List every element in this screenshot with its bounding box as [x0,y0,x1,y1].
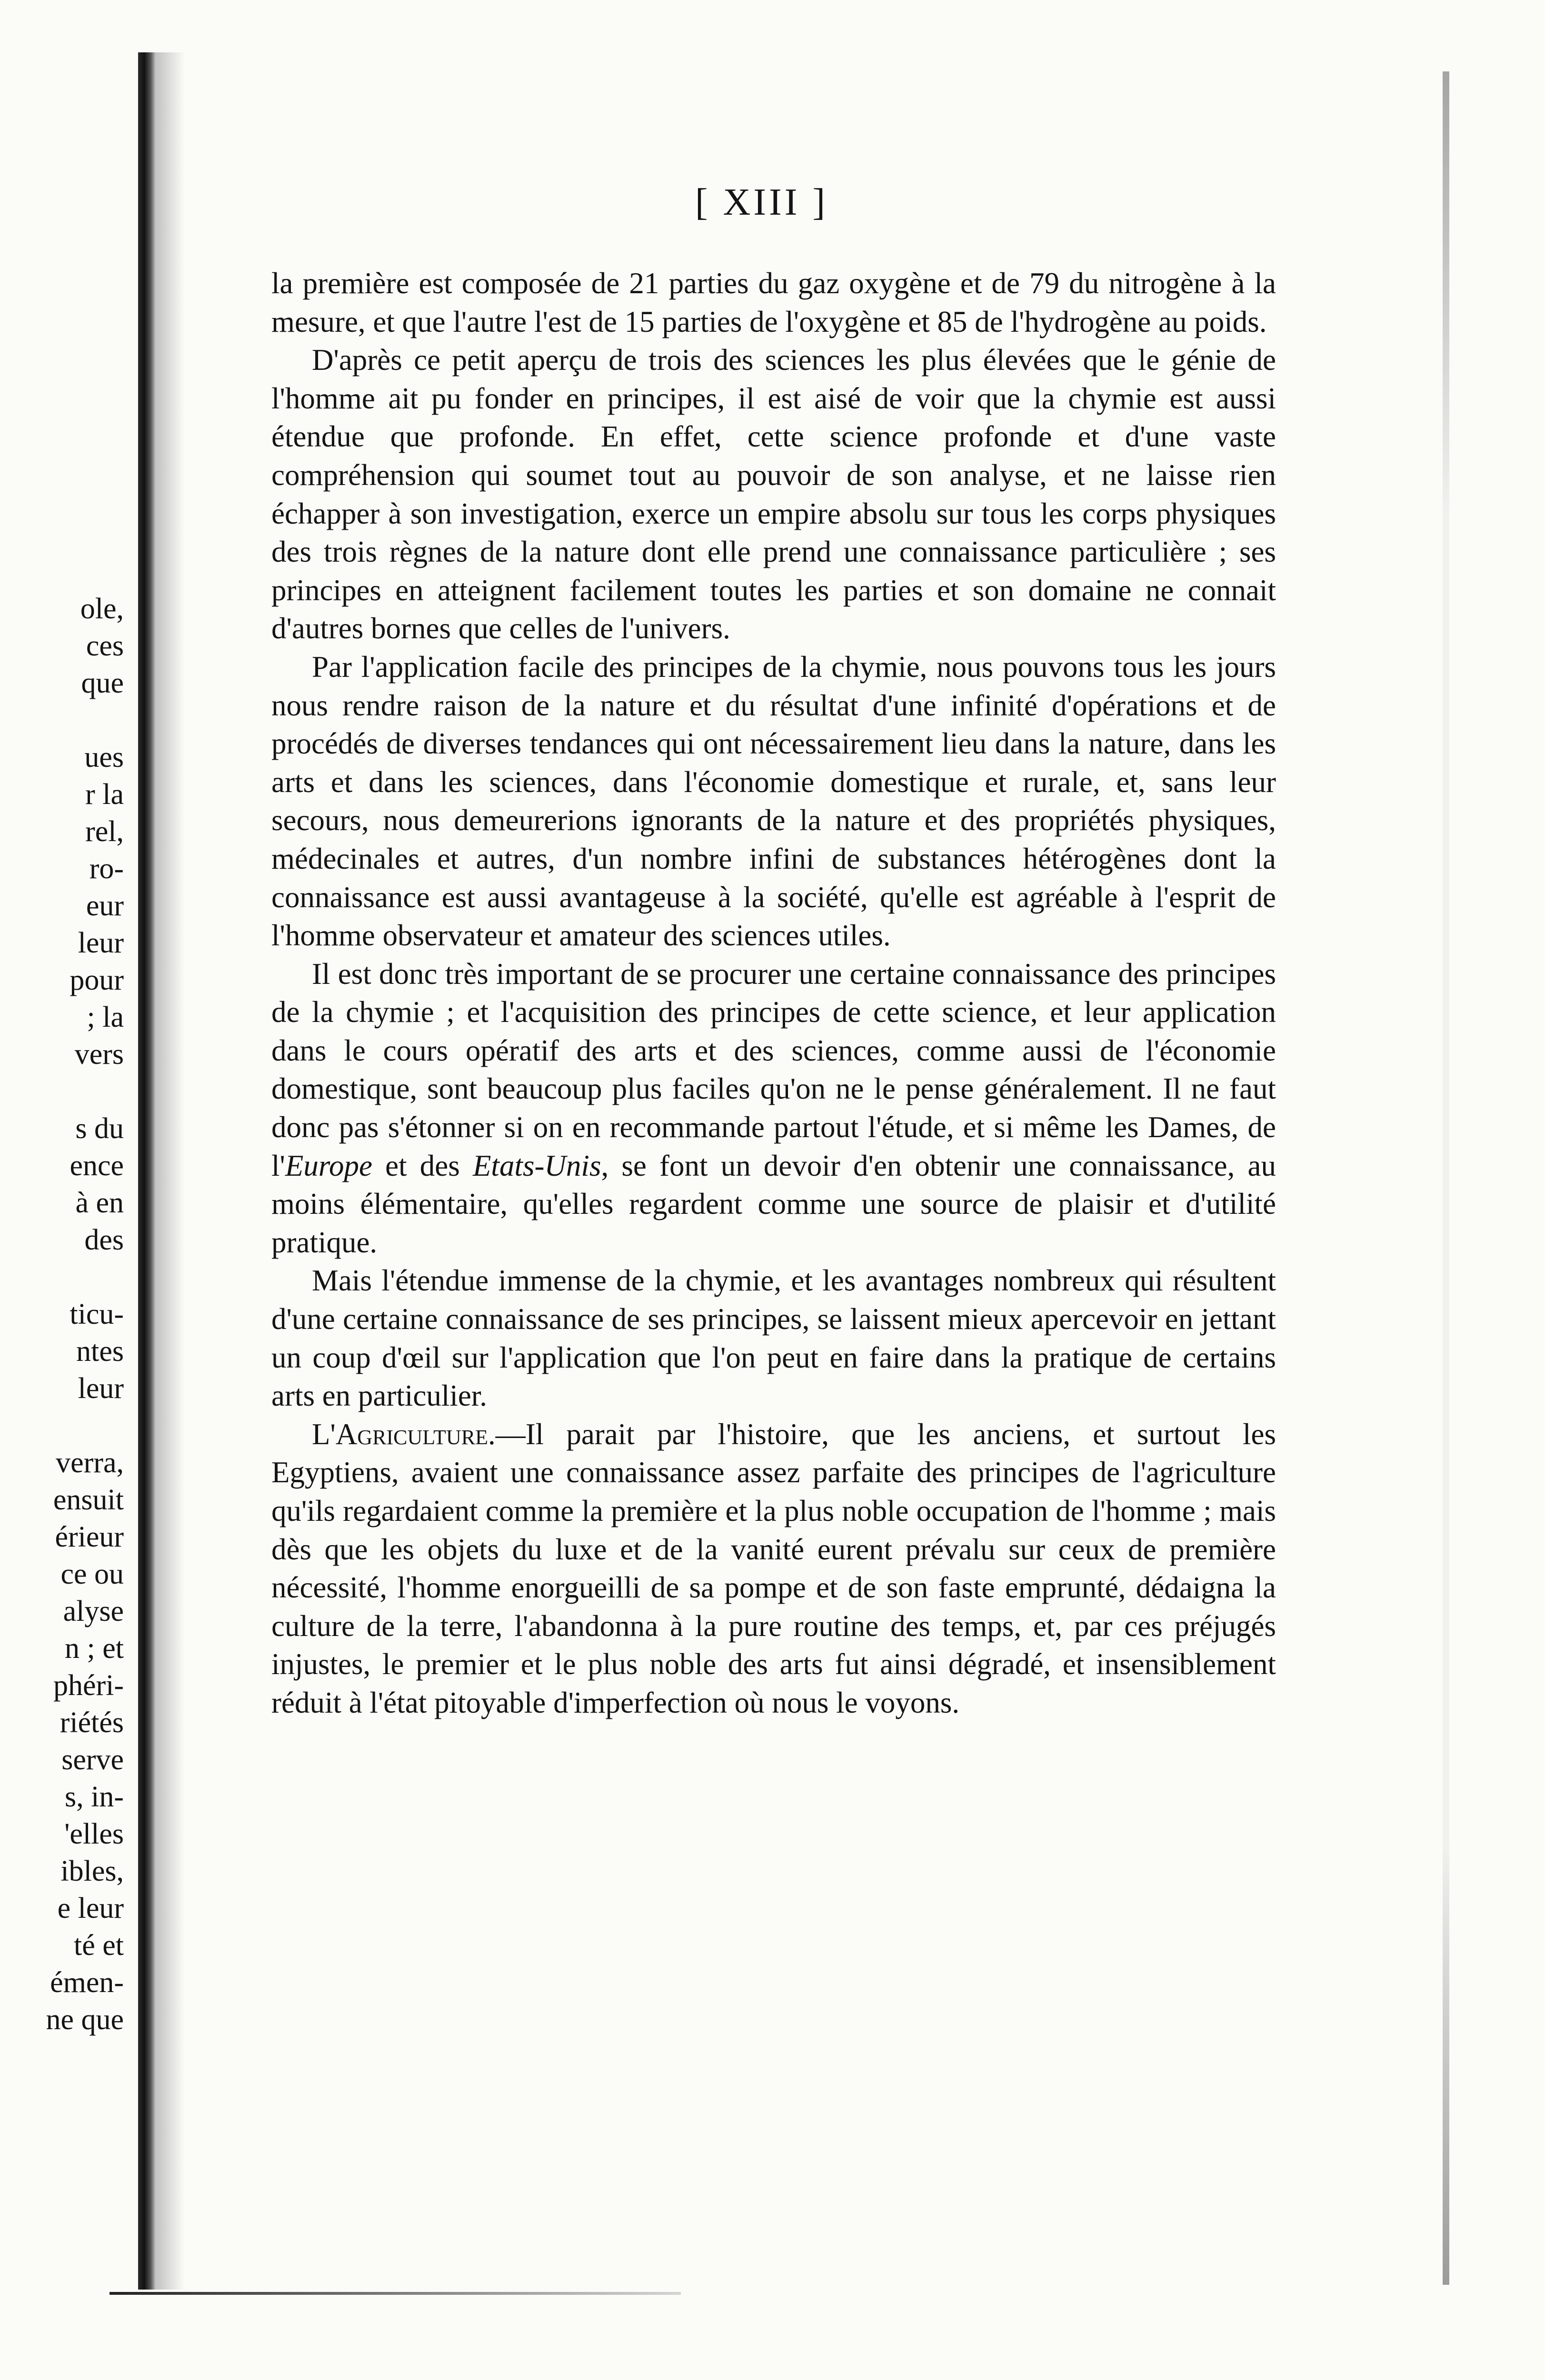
bleed-line: e leur [57,1892,124,1924]
paragraph-3: Par l'application facile des principes de la chymie, nous pouvons tous les jours nous rendre raison de la nature et du résultat d'une infinité d'opérations et de procédés de diverses tendances qui ont nécessairement lieu dans la nature, dans les arts et dans les sciences, dans l'économie domestique et rurale, et, sans leur secours, nous demeurerions ignorants de la nature et des propriétés physiques, médecinales et autres, d'un nombre infini de substances hétérogènes dont la connaissance est aussi avantageuse à la société, qu'elle est agréable à l'esprit de l'homme observateur et amateur des sciences utiles. [271,650,1276,952]
paragraph-4 [271,955,1276,1262]
bleed-line: que [81,667,124,699]
bleed-line: phéri- [53,1669,124,1702]
bleed-line: leur [78,1372,124,1405]
etats-unis-italic: Etats-Unis [472,1149,601,1182]
bleed-line: ces [86,630,124,662]
bleed-line: s du [75,1112,124,1145]
bleed-line: émen- [50,1966,124,1999]
paragraph-1: la première est composée de 21 parties du gaz oxygène et de 79 du nitrogène à la mesure, et que l'autre l'est de 15 parties de l'oxygène et 85 de l'hydrogène au poids. [271,267,1276,338]
bleed-line: riétés [60,1706,124,1739]
bleed-line: 'elles [64,1818,124,1850]
agriculture-heading: L'Agriculture. [312,1417,496,1451]
bleed-line: ne que [46,2003,124,2036]
bleed-line: té et [74,1929,124,1962]
bleed-line [0,1259,124,1296]
page-number: [ XIII ] [695,181,828,223]
bleed-line: ues [84,741,124,774]
bleed-line: ibles, [60,1855,124,1887]
binding-gutter-shadow [138,52,156,2290]
bleed-line [0,702,124,739]
gutter-fade [156,52,185,2290]
europe-italic: Europe [285,1149,372,1182]
bleed-line: à en [75,1187,124,1219]
bleed-line: n ; et [65,1632,124,1665]
paragraph-5: Mais l'étendue immense de la chymie, et les avantages nombreux qui résultent d'une certaine connaissance de ses principes, se laissent mieux apercevoir en jettant un coup d'œil sur l'application que l'on peut en faire dans la pratique de certains arts en particulier. [271,1264,1276,1413]
page-bottom-edge [110,2292,681,2295]
facing-page-bleed-text [0,590,124,2038]
bleed-line: érieur [55,1521,124,1553]
bleed-line [0,1407,124,1444]
paragraph-2: D'après ce petit aperçu de trois des sciences les plus élevées que le génie de l'homme ait pu fonder en principes, il est aisé de voir que la chymie est aussi étendue que profonde. En effet, cette science profonde et d'une vaste compréhension qui soumet tout au pouvoir de son analyse, et ne laisse rien échapper à son investigation, exerce un empire absolu sur tous les corps physiques des trois règnes de la nature dont elle prend une connaissance particulière ; ses principes en atteignent facilement toutes les parties et son domaine ne connait d'autres bornes que celles de l'univers. [271,343,1276,645]
paragraph-6 [271,1415,1276,1722]
page-right-edge [1443,71,1449,2285]
bleed-line: leur [78,927,124,959]
bleed-line: ntes [76,1335,124,1368]
bleed-line: s, in- [65,1781,124,1813]
bleed-line: ro- [89,853,124,885]
bleed-line: pour [70,964,124,996]
bleed-line: serve [61,1744,124,1776]
paragraph-4-text-c: , se font un devoir d'en obtenir une connaissance, au moins élémentaire, qu'elles regardent comme une source de plaisir et d'utilité pratique. [271,1149,1276,1259]
bleed-line: ence [70,1150,124,1182]
bleed-line: alyse [63,1595,124,1627]
page-body [271,264,1276,1722]
bleed-line: vers [74,1038,124,1071]
bleed-line: ce ou [60,1558,124,1590]
bleed-line: des [84,1224,124,1256]
bleed-line: r la [85,778,124,811]
bleed-line [0,1073,124,1110]
bleed-line: ensuit [53,1484,124,1516]
bleed-line: rel, [85,815,124,848]
bleed-line: verra, [56,1447,124,1479]
paragraph-6-text: —Il parait par l'histoire, que les anciens, et surtout les Egyptiens, avaient une connaissance assez parfaite des principes de l'agriculture qu'ils regardaient comme la première et la plus noble occupation de l'homme ; mais dès que les objets du luxe et de la vanité eurent prévalu sur ceux de première nécessité, l'homme enorgueilli de sa pompe et de son faste emprunté, dédaigna la culture de la terre, l'abandonna à la pure routine des temps, et, par ces préjugés injustes, le premier et le plus noble des arts fut ainsi dégradé, et insensiblement réduit à l'état pitoyable d'imperfection où nous le voyons. [271,1417,1276,1719]
paragraph-4-text-a: Il est donc très important de se procurer une certaine connaissance des principes de la chymie ; et l'acquisition des principes de cette science, et leur application dans le cours opératif des arts et des sciences, comme aussi de l'économie domestique, sont beaucoup plus faciles qu'on ne le pense généralement. Il ne faut donc pas s'étonner si on en recommande partout l'étude, et si même les Dames, de l' [271,957,1276,1182]
bleed-line: ole, [80,593,124,625]
paragraph-4-text-b: et des [372,1149,473,1182]
bleed-line: ticu- [70,1298,124,1330]
bleed-line: eur [86,890,124,922]
bleed-line: ; la [87,1001,124,1033]
